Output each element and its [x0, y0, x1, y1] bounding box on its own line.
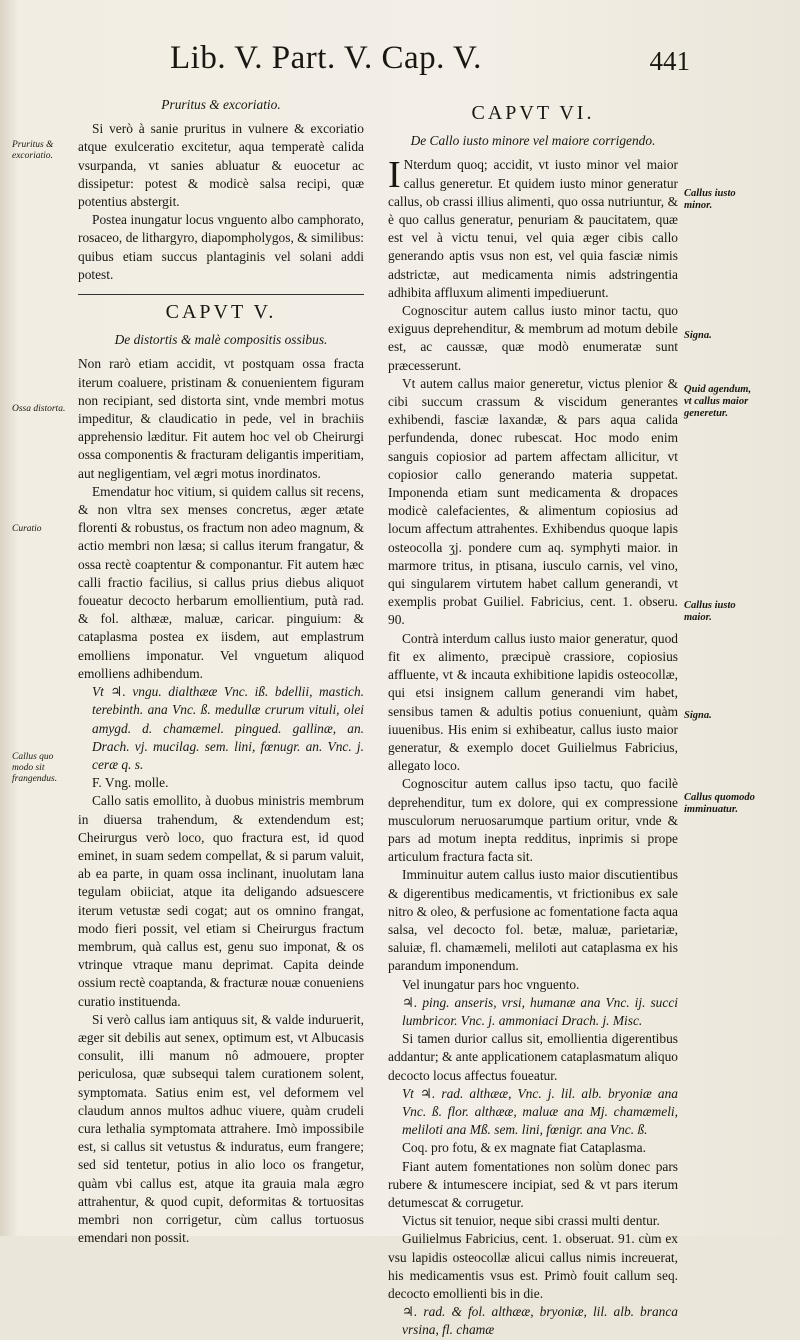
paragraph: Si tamen durior callus sit, emollientia digerentibus addantur; & ante applicationem cataplasmatum aliquo decocto locus affectus foueatur. [388, 1031, 678, 1083]
right-column [388, 96, 678, 1340]
margin-note-callus-imminuatur: Callus quomodo imminuatur. [684, 792, 755, 815]
chapter-title: De distortis & malè compositis ossibus. [114, 332, 328, 348]
prescription: ♃. rad. & fol. althææ, bryoniæ, lil. alb. branca vrsina, fl. chamæ [402, 1304, 678, 1338]
drop-cap-initial: I [388, 154, 401, 197]
paragraph: Guilielmus Fabricius, cent. 1. obseruat. 91. cùm ex vsu lapidis osteocollæ alicui callus nimis increuerat, his medicamentis vsus est. Primò fouit callum seq. decocto emollienti bis in die. [388, 1231, 678, 1301]
margin-note-callus-frangendus: Callus quo modo sit frangendus. [12, 752, 58, 784]
paragraph: Contrà interdum callus iusto maior generatur, quod fit ex alimento, præcipuè crassiore, copiosius affluente, vt & incauta exhibitione lapidis osteocollæ, qui etsi insignem callum generandi vim habet, sensibus tamen & adultis potius conueniunt, quàm iuuenibus. His enim si exhibeatur, callus iusto maior generatur, & exemplo docet Guilielmus Fabricius, allegato loco. [388, 630, 678, 774]
page-header [170, 40, 690, 90]
paragraph: Cognoscitur autem callus ipso tactu, quo facilè deprehenditur, tum ex dolore, qui ex compressione musculorum neruosarumque partium oritur, vnde & pars ad motum inepta redditus, inprimis si prope articulum fractura facta sit. [388, 776, 678, 865]
paragraph: Cognoscitur autem callus iusto minor tactu, quo exiguus deprehenditur, & membrum ad motum debile est, ac caussæ, quæ modò enumeratæ sunt præcesserunt. [388, 303, 678, 373]
paragraph: Non rarò etiam accidit, vt postquam ossa fracta iterum coaluere, pristinam & conuenientem figuram non recipiant, sed distorta sint, vnde membri motus impeditur, & claudicatio in pede, vel in brachiis apprehensio læditur. Fit autem hoc vel ob Cheirurgi ossa componentis & fracturam deligantis imperitiam, aut negligentiam, vel ægri motus inordinatos. [78, 356, 364, 481]
margin-note-pruritus: Pruritus & excoriatio. [12, 140, 54, 161]
subsection-heading: Pruritus & excoriatio. [161, 97, 281, 112]
margin-note-ossa-distorta: Ossa distorta. [12, 404, 66, 414]
paragraph: Postea inungatur locus vnguento albo camphorato, rosaceo, de lithargyro, diapompholygos, & similibus: quibus etiam succus plantaginis vel solani addi potest. [78, 212, 364, 282]
margin-note-signa-2: Signa. [684, 710, 712, 721]
prescription-end: F. Vng. molle. [92, 775, 169, 791]
section-divider [78, 294, 364, 295]
margin-note-callus-maior: Callus iusto maior. [684, 600, 736, 623]
paragraph: Victus sit tenuior, neque sibi crassi multi dentur. [402, 1213, 660, 1229]
chapter-title: De Callo iusto minore vel maiore corrigendo. [410, 133, 656, 149]
left-column [78, 96, 364, 1247]
paragraph: Emendatur hoc vitium, si quidem callus sit recens, & non vltra sex menses concretus, æger ætate florenti & robustus, os fractum non adeo magnum, & actio membri non læsa; si callus iterum frangatur, & ossa rectè coaptentur & componantur. Fit autem hæc calli fractio facilius, si callus prius diebus aliquot foueatur decocto herbarum emollientium, putà rad. & fol. althææ, maluæ, caricar. pinguium: & cataplasma postea ex iisdem, aut emplastrum emolliens imponatur. Vel vnguetum aliquod emolliens adhibendum. [78, 483, 364, 681]
paragraph-text: Nterdum quoq; accidit, vt iusto minor vel maior callus generetur. Et quidem iusto minor generatur callus, ob crassi illius alimenti, quo ossa nutriuntur, & è quo callus generatur, penuriam & paucitatem, quæ est vel à victu tenui, vel quia æger cibis callo generando aptis vsus non est, vel quia fasciæ nimis adstrictæ, aut medicamenta nimis adstringentia adhibita affluxum alimenti impediuerunt. [388, 157, 678, 300]
prescription: Vt ♃. vngu. dialthææ Vnc. iß. bdellii, mastich. terebinth. ana Vnc. ß. medullæ crurum vituli, olei amygd. d. chamæmel. pingued. gallinæ, an. Drach. vj. mucilag. sem. lini, fœnugr. an. Vnc. j. ceræ q. s. [92, 684, 364, 772]
margin-note-callus-minor: Callus iusto minor. [684, 188, 736, 211]
running-title: Lib. V. Part. V. Cap. V. [170, 40, 482, 76]
margin-note-quid-agendum: Quid agendum, vt callus maior generetur. [684, 384, 752, 419]
paragraph: Vt autem callus maior generetur, victus plenior & cibi succum crassum & viscidum generantes exhibendi, fasciæ laxandæ, & pars aqua calida perfundenda, donec rubescat. Hoc modo enim sanguis copiosior ad partem affectam allicitur, vt copiosior callo generando materia suppetat. Imponenda etiam sunt medicamenta & dropaces modicè calefacientes, & alimentum copiosius ad locum affectum attrahentes. Exhibendus quoque lapis osteocolla ʒj. pondere cum aq. symphyti maior. in marmore tritus, in ptisana, iusculo carnis, vel vino, qui singularem virtutem habet callum generandi, vt exemplis probat Guiliel. Fabricius, cent. 1. obseru. 90. [388, 375, 678, 628]
prescription: Vt ♃. rad. althææ, Vnc. j. lil. alb. bryoniæ ana Vnc. ß. flor. althææ, maluæ ana Mj. chamæmeli, meliloti ana Mß. sem. lini, fœnigr. ana Vnc. ß. [402, 1085, 678, 1138]
paragraph: Si verò à sanie pruritus in vulnere & excoriatio atque exulceratio excitetur, aqua temperatè calida vsurpanda, vt sanies abluatur & euocetur ac dissipetur: potest & modicè salsa recipi, quæ potentius abstergit. [78, 121, 364, 210]
chapter-heading: CAPVT V. [165, 301, 277, 324]
paragraph: Fiant autem fomentationes non solùm donec pars rubere & intumescere incipiat, sed & vt pars iterum detumescat & corrugetur. [388, 1158, 678, 1210]
paragraph: Callo satis emollito, à duobus ministris membrum in diuersa trahendum, & extendendum est; Cheirurgus verò loco, quo fractura est, id quod eminet, in suam sedem compellat, & si parum valuit, ab ea parte, in quam ossa inclinant, inuolutam lana tegulam obiiciat, atque ita deligando adsuescere iterum vetustæ sedi cogat; aut os omnino frangat, modo fieri possit, vel etiam si Cheirurgus fractum membrum, quà callus est, genu suo imponat, & os vtrinque vtraque manu deprimat. Capita deinde ossium rectè coaptanda, & fracturæ nouæ conueniens curatio instituenda. [78, 793, 364, 1009]
margin-note-signa: Signa. [684, 330, 712, 341]
paragraph: Coq. pro fotu, & ex magnate fiat Cataplasma. [402, 1140, 646, 1156]
paragraph [388, 156, 678, 302]
prescription: ♃. ping. anseris, vrsi, humanæ ana Vnc. ij. succi lumbricor. Vnc. j. ammoniaci Drach. j. Misc. [402, 994, 678, 1028]
page-number: 441 [649, 46, 690, 76]
margin-note-curatio: Curatio [12, 524, 42, 534]
chapter-heading: CAPVT VI. [471, 102, 595, 124]
paragraph: Vel inungatur pars hoc vnguento. [402, 976, 580, 992]
paragraph: Imminuitur autem callus iusto maior discutientibus & digerentibus medicamentis, vt frictionibus ex sale nitro & oleo, & perfusione ac fomentatione facta aqua salsa, vel decocto fol. betæ, maluæ, parietariæ, saluiæ, fl. chamæmeli, meliloti aut cataplasma ex his parandum imponendum. [388, 867, 678, 974]
paragraph: Si verò callus iam antiquus sit, & valde induruerit, æger sit debilis aut senex, optimum est, vt Albucasis consulit, illi manum nô admouere, propter periculosa, quæ subsequi talem curationem solent, symptomata. Satius enim est, vel deformem vel claudum annos multos adhuc viuere, quàm crudeli cura lethalia symptomata attrahere. Imò impossibile est, si callus sit vetustus & induratus, eum frangere; sed sid tentetur, potius in alio loco os frangetur, quàm vbi callus est, atque ita grauia mala ægro attrahentur, & quod cupit, deformitas & tortuositas membri non corrigetur, cùm callus tortuosus emendari non possit. [78, 1011, 364, 1246]
